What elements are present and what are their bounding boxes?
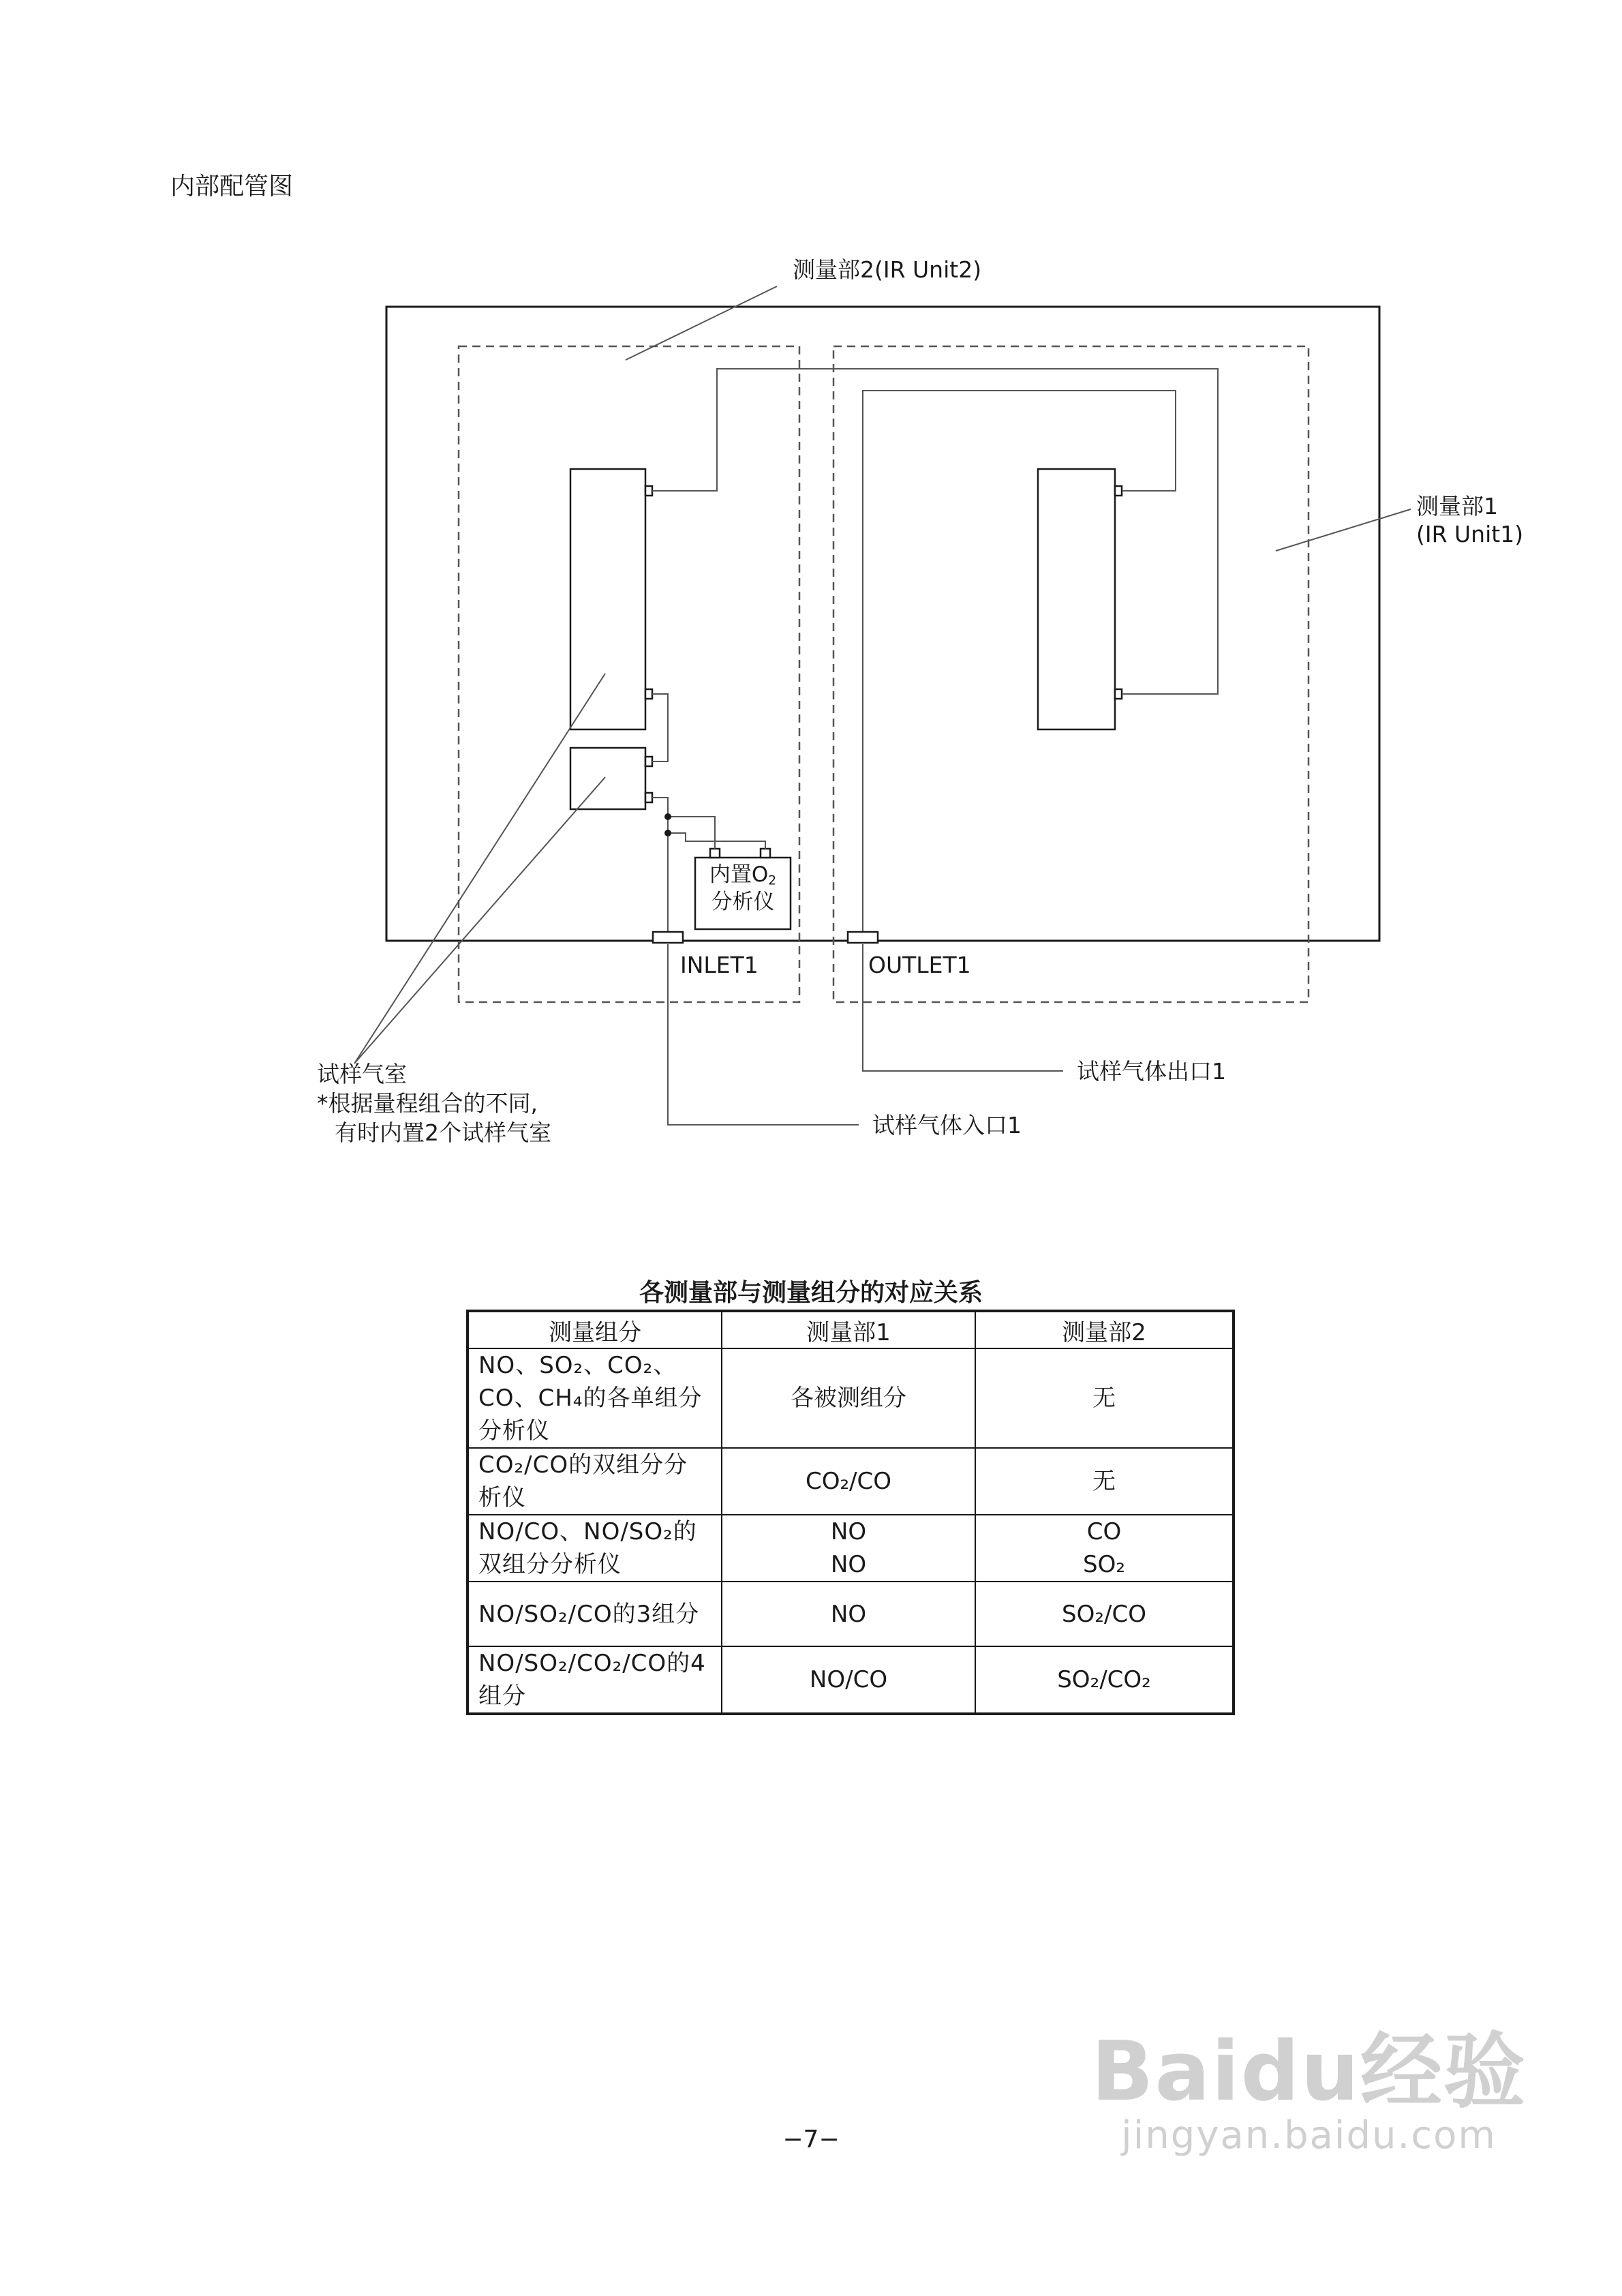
watermark: [1091, 2025, 1527, 2158]
component-cell: NO、SO₂、CO₂、CO、CH₄的各单组分分析仪: [468, 1348, 722, 1448]
sample-cell-note-line2: 有时内置2个试样气室: [335, 1119, 551, 1146]
inlet-fitting: [653, 932, 683, 943]
component-cell: CO₂/CO的双组分分析仪: [468, 1448, 722, 1515]
sample-cell-unit2-small: [570, 748, 645, 809]
outlet-label: OUTLET1: [868, 952, 971, 978]
leader-unit2: [626, 286, 777, 360]
unit1-cell: NO NO: [722, 1515, 975, 1582]
sample-cell-note-line1: *根据量程组合的不同,: [317, 1089, 538, 1117]
table-row: [468, 1582, 1234, 1646]
page-number: −7−: [782, 2126, 840, 2154]
unit2-cell: SO₂/CO: [975, 1582, 1234, 1646]
watermark-url: jingyan.baidu.com: [1121, 2113, 1497, 2158]
unit2-cell: SO₂/CO₂: [975, 1646, 1234, 1714]
component-table: [466, 1310, 1235, 1715]
junction: [664, 830, 671, 836]
page-title: 内部配管图: [170, 172, 294, 200]
port-stub: [645, 793, 652, 802]
gas-inlet-label: 试样气体入口1: [872, 1112, 1022, 1138]
table-row: [468, 1515, 1234, 1582]
table-header-cell: 测量组分: [468, 1311, 722, 1348]
component-cell: NO/CO、NO/SO₂的双组分分析仪: [468, 1515, 722, 1582]
sample-cell-unit2-main: [570, 469, 645, 729]
unit1-cell: CO₂/CO: [722, 1448, 975, 1515]
watermark-logo: Baidu经验: [1091, 2025, 1527, 2119]
component-cell: NO/SO₂/CO的3组分: [468, 1582, 722, 1646]
pipe-outlet: [863, 391, 1176, 937]
enclosure-frame: [386, 307, 1379, 941]
table-header-row: [468, 1311, 1234, 1348]
leader-cell-small: [354, 777, 605, 1063]
unit1-label: [1416, 492, 1523, 549]
leader-unit1: [1276, 509, 1411, 551]
pipe-unit2-out: [652, 369, 1218, 694]
unit2-cell: CO SO₂: [975, 1515, 1234, 1582]
outlet-fitting: [848, 932, 878, 943]
port-stub: [1115, 486, 1122, 496]
gas-outlet-label: 试样气体出口1: [1077, 1058, 1226, 1085]
port-stub: [761, 849, 770, 858]
unit1-label-line1: 测量部1: [1416, 493, 1498, 519]
unit2-cell: 无: [975, 1348, 1234, 1448]
sample-cell-label-title: 试样气室: [317, 1061, 407, 1087]
sample-cell-unit1: [1038, 469, 1115, 729]
component-cell: NO/SO₂/CO₂/CO的4组分: [468, 1646, 722, 1714]
table-caption: 各测量部与测量组分的对应关系: [639, 1279, 983, 1307]
o2-analyzer-label-line2: 分析仪: [711, 889, 775, 914]
table-header-cell: 测量部1: [722, 1311, 975, 1348]
port-stub: [710, 849, 720, 858]
unit1-cell: NO: [722, 1582, 975, 1646]
pipe-unit2-link: [652, 694, 668, 761]
unit2-label: 测量部2(IR Unit2): [793, 256, 982, 283]
port-stub: [645, 486, 652, 496]
table-row: [468, 1646, 1234, 1714]
sample-cell-label: [317, 1060, 551, 1148]
table-header-cell: 测量部2: [975, 1311, 1234, 1348]
port-stub: [1115, 689, 1122, 699]
pipe-o2-out: [668, 833, 765, 849]
inlet-label: INLET1: [680, 952, 759, 978]
table-row: [468, 1448, 1234, 1515]
o2-analyzer-label-subscript: 2: [768, 873, 777, 888]
o2-analyzer-label-line1: 内置O: [709, 862, 769, 887]
o2-analyzer-label: [698, 862, 788, 916]
unit1-cell: 各被测组分: [722, 1348, 975, 1448]
table-row: [468, 1348, 1234, 1448]
port-stub: [645, 689, 652, 699]
junction: [664, 813, 671, 820]
leader-cell-main: [354, 674, 605, 1063]
port-stub: [645, 757, 652, 766]
unit2-cell: 无: [975, 1448, 1234, 1515]
unit1-label-line2: (IR Unit1): [1416, 521, 1524, 548]
unit1-cell: NO/CO: [722, 1646, 975, 1714]
